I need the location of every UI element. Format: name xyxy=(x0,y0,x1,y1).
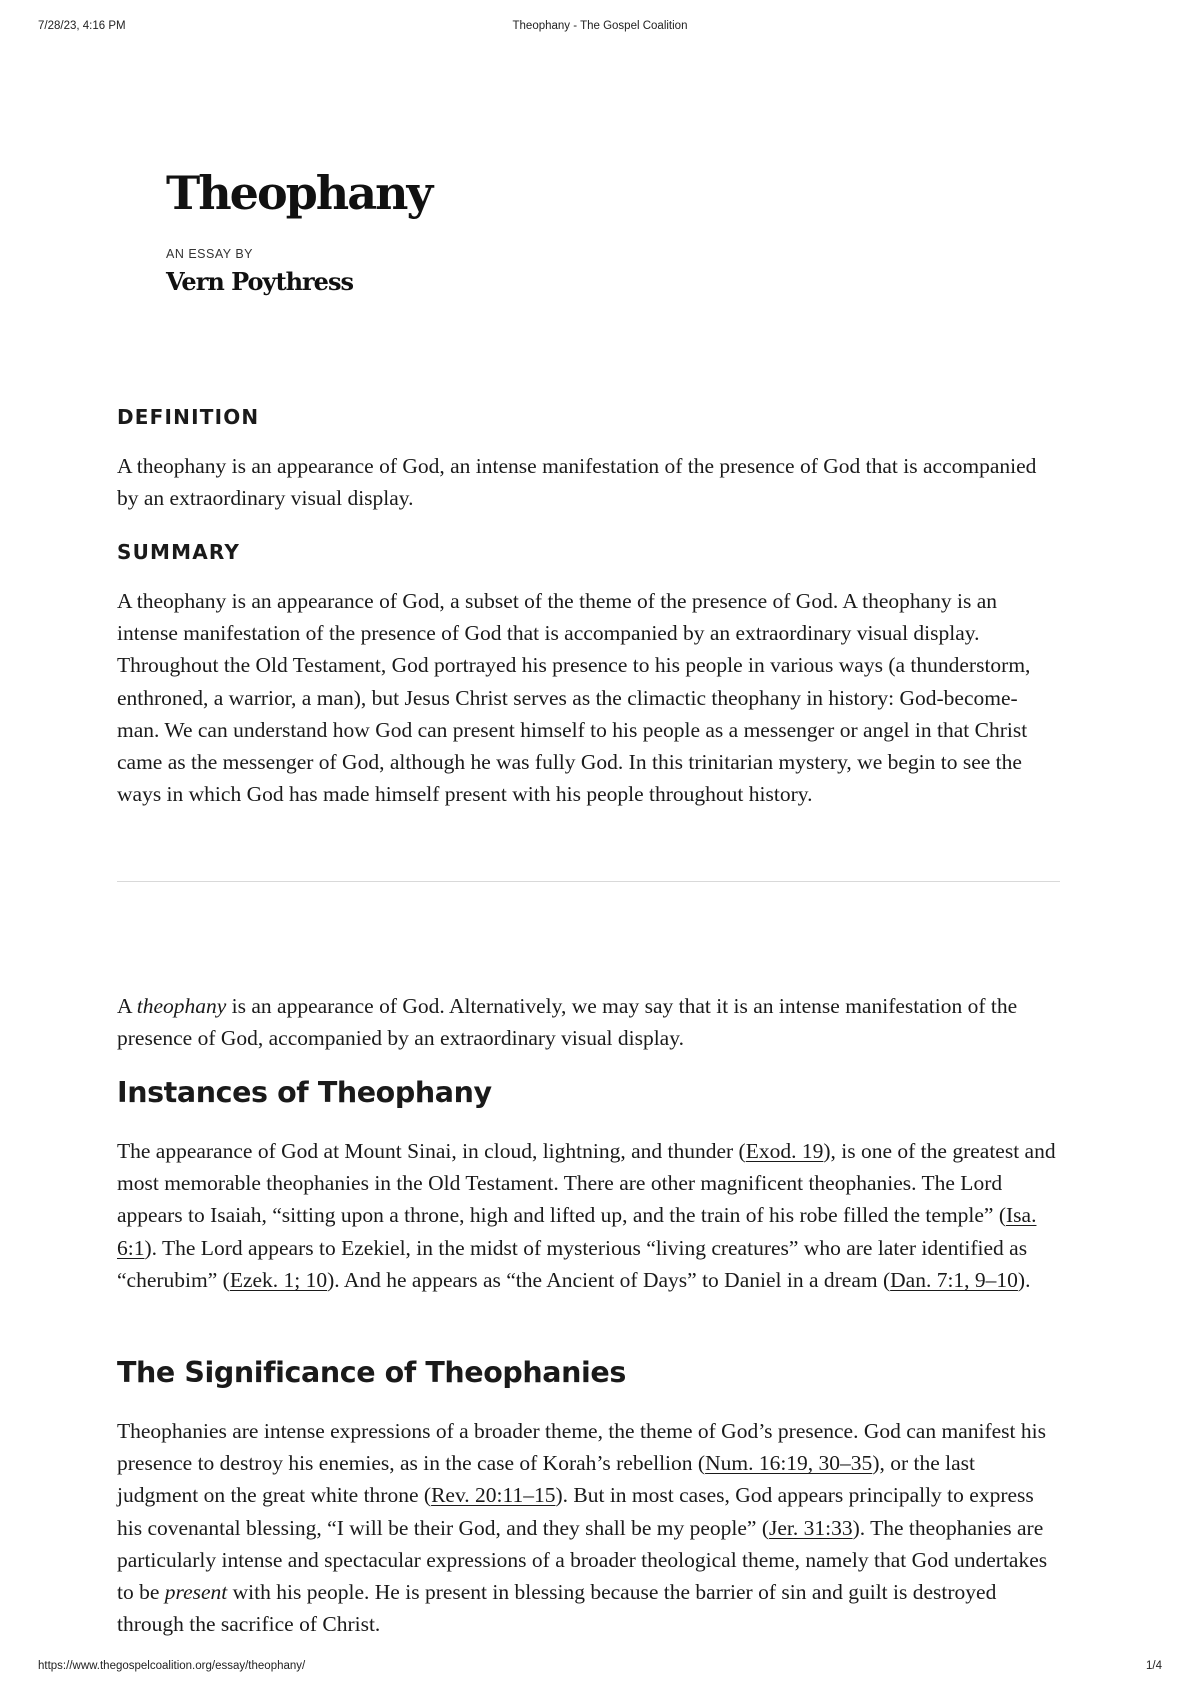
significance-heading: The Significance of Theophanies xyxy=(117,1356,626,1389)
print-datetime: 7/28/23, 4:16 PM xyxy=(38,20,126,32)
text-run: ). The theophanies are particularly intense and spectacular expressions of a broader theological theme, namely that God undertakes to be xyxy=(117,1515,1048,1605)
text-run: with his people. He is present in blessing because the barrier of sin and guilt is destroyed through the sacrifice of Christ. xyxy=(117,1580,997,1637)
text-run: ). The Lord appears to Ezekiel, in the midst of mysterious “living creatures” who are later identified as “cherubim” ( xyxy=(117,1235,1028,1292)
author-name: Vern Poythress xyxy=(166,266,353,296)
instances-heading: Instances of Theophany xyxy=(117,1076,492,1109)
article-title: Theophany xyxy=(166,166,432,220)
emphasis-present: present xyxy=(164,1580,228,1605)
scripture-link[interactable]: Exod. 19 xyxy=(745,1139,824,1163)
instances-paragraph xyxy=(117,1135,1060,1296)
text-run: The appearance of God at Mount Sinai, in cloud, lightning, and thunder ( xyxy=(117,1139,746,1163)
section-divider xyxy=(117,881,1060,882)
print-header xyxy=(38,20,1162,36)
intro-section xyxy=(117,990,1060,1054)
print-page-number: 1/4 xyxy=(1146,1660,1162,1672)
print-footer xyxy=(38,1660,1162,1676)
definition-text: A theophany is an appearance of God, an intense manifestation of the presence of God that is accompanied by an extraordinary visual display. xyxy=(117,454,1037,511)
definition-section xyxy=(117,405,1060,514)
scripture-link[interactable]: Jer. 31:33 xyxy=(769,1515,853,1540)
summary-section xyxy=(117,540,1060,810)
scripture-link[interactable]: Num. 16:19, 30–35 xyxy=(705,1451,873,1476)
intro-paragraph xyxy=(117,990,1060,1054)
text-run: A xyxy=(117,994,137,1018)
significance-paragraph xyxy=(117,1415,1060,1640)
scripture-link[interactable]: Isa. 6:1 xyxy=(117,1203,1037,1260)
significance-section xyxy=(117,1356,1060,1640)
text-run: ). xyxy=(1017,1267,1031,1292)
summary-heading: SUMMARY xyxy=(117,540,241,564)
scripture-link[interactable]: Ezek. 1; 10 xyxy=(229,1267,328,1292)
text-run: ). And he appears as “the Ancient of Days” to Daniel in a dream ( xyxy=(327,1267,891,1292)
definition-heading: DEFINITION xyxy=(117,405,260,429)
byline-label: AN ESSAY BY xyxy=(166,246,254,261)
emphasis-theophany: theophany xyxy=(136,994,227,1018)
text-run: ). But in most cases, God appears principally to express his covenantal blessing, “I will be their God, and they shall be my people” ( xyxy=(117,1483,1034,1540)
article-hero xyxy=(166,168,431,296)
text-run: Theophanies are intense expressions of a broader theme, the theme of God’s presence. God can manifest his presence to destroy his enemies, as in the case of Korah’s rebellion ( xyxy=(117,1419,1046,1476)
text-run: is an appearance of God. Alternatively, we may say that it is an intense manifestation of the presence of God, accompanied by an extraordinary visual display. xyxy=(117,994,1018,1051)
print-page-title: Theophany - The Gospel Coalition xyxy=(512,20,688,32)
scripture-link[interactable]: Rev. 20:11–15 xyxy=(431,1483,556,1508)
text-run: ), or the last judgment on the great white throne ( xyxy=(117,1451,976,1508)
print-url: https://www.thegospelcoalition.org/essay/theophany/ xyxy=(38,1660,306,1672)
scripture-link[interactable]: Dan. 7:1, 9–10 xyxy=(890,1267,1018,1292)
text-run: ), is one of the greatest and most memorable theophanies in the Old Testament. There are other magnificent theophanies. The Lord appears to Isaiah, “sitting upon a throne, high and lifted up, and the train of his robe filled the temple” ( xyxy=(117,1139,1056,1228)
summary-text: A theophany is an appearance of God, a subset of the theme of the presence of God. A theophany is an intense manifestation of the presence of God that is accompanied by an extraordinary visual display. Throughout the Old Testament, God portrayed his presence to his people in various ways (a thunderstorm, enthroned, a warrior, a man), but Jesus Christ serves as the climactic theophany in history: God-become-man. We can understand how God can present himself to his people as a messenger or angel in that Christ came as the messenger of God, although he was fully God. In this trinitarian mystery, we begin to see the ways in which God has made himself present with his people throughout history. xyxy=(117,589,1031,807)
instances-section xyxy=(117,1076,1060,1296)
